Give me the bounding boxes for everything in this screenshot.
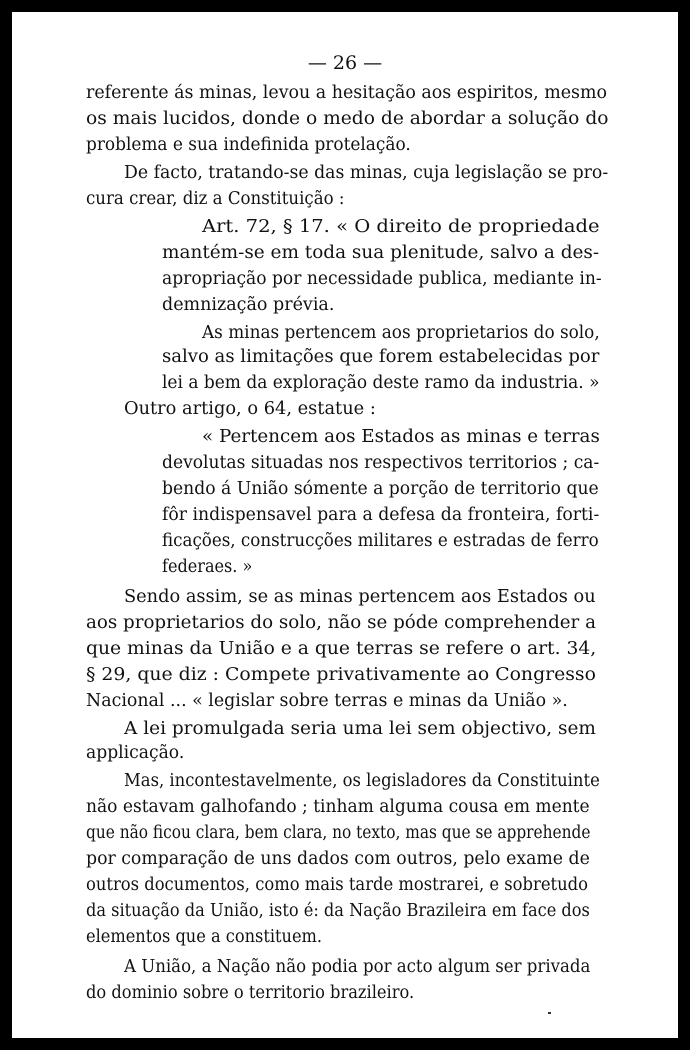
- text-line: não estavam galhofando ; tinham alguma cousa em mente: [86, 797, 590, 817]
- text-line: De facto, tratando-se das minas, cuja legislação se pro-: [124, 163, 609, 183]
- text-line: Sendo assim, se as minas pertencem aos Estados ou: [124, 587, 596, 607]
- text-line: Mas, incontestavelmente, os legisladores da Constituinte: [124, 771, 600, 791]
- text-line: § 29, que diz : Compete privativamente ao Congresso: [86, 665, 596, 685]
- text-line: apropriação por necessidade publica, mediante in-: [162, 269, 602, 289]
- text-line: federaes. »: [162, 557, 253, 577]
- text-line: As minas pertencem aos proprietarios do solo,: [202, 323, 600, 343]
- text-line: A lei promulgada seria uma lei sem objectivo, sem: [124, 719, 596, 739]
- text-line: A União, a Nação não podia por acto algum ser privada: [124, 957, 591, 977]
- text-line: aos proprietarios do solo, não se póde comprehender a: [86, 613, 596, 633]
- text-line: bendo á União sómente a porção de territorio que: [162, 479, 599, 499]
- text-line: da situação da União, isto é: da Nação Brazileira em face dos: [86, 901, 590, 921]
- text-line: que minas da União e a que terras se refere o art. 34,: [86, 639, 597, 659]
- text-line: lei a bem da exploração deste ramo da industria. »: [162, 373, 600, 393]
- text-line: mantém-se em toda sua plenitude, salvo a des-: [162, 243, 600, 263]
- text-line: que não ficou clara, bem clara, no texto, mas que se apprehende: [86, 823, 591, 843]
- text-line: outros documentos, como mais tarde mostrarei, e sobretudo: [86, 875, 588, 895]
- book-page: [12, 12, 678, 1038]
- text-line: problema e sua indefinida protelação.: [86, 135, 411, 155]
- text-line: demnização prévia.: [162, 295, 335, 315]
- text-line: do dominio sobre o territorio brazileiro.: [86, 983, 415, 1003]
- text-line: « Pertencem aos Estados as minas e terras: [202, 427, 600, 447]
- text-line: Nacional ... « legislar sobre terras e minas da União ».: [86, 691, 568, 711]
- text-line: por comparação de uns dados com outros, pelo exame de: [86, 849, 590, 869]
- text-line: applicação.: [86, 743, 185, 763]
- text-line: ficações, construcções militares e estradas de ferro: [162, 531, 599, 551]
- text-line: Outro artigo, o 64, estatue :: [124, 399, 376, 419]
- text-line: Art. 72, § 17. « O direito de propriedade: [202, 217, 600, 237]
- text-line: fôr indispensavel para a defesa da fronteira, forti-: [162, 505, 600, 525]
- text-line: devolutas situadas nos respectivos territorios ; ca-: [162, 453, 600, 473]
- text-line: elementos que a constituem.: [86, 927, 323, 947]
- text-line: salvo as limitações que forem estabelecidas por: [162, 347, 600, 367]
- text-line: os mais lucidos, donde o medo de abordar a solução do: [86, 109, 609, 129]
- text-line: referente ás minas, levou a hesitação aos espiritos, mesmo: [86, 83, 608, 103]
- page-number: — 26 —: [307, 52, 383, 74]
- text-line: cura crear, diz a Constituição :: [86, 189, 345, 209]
- ink-speck: [548, 1012, 551, 1014]
